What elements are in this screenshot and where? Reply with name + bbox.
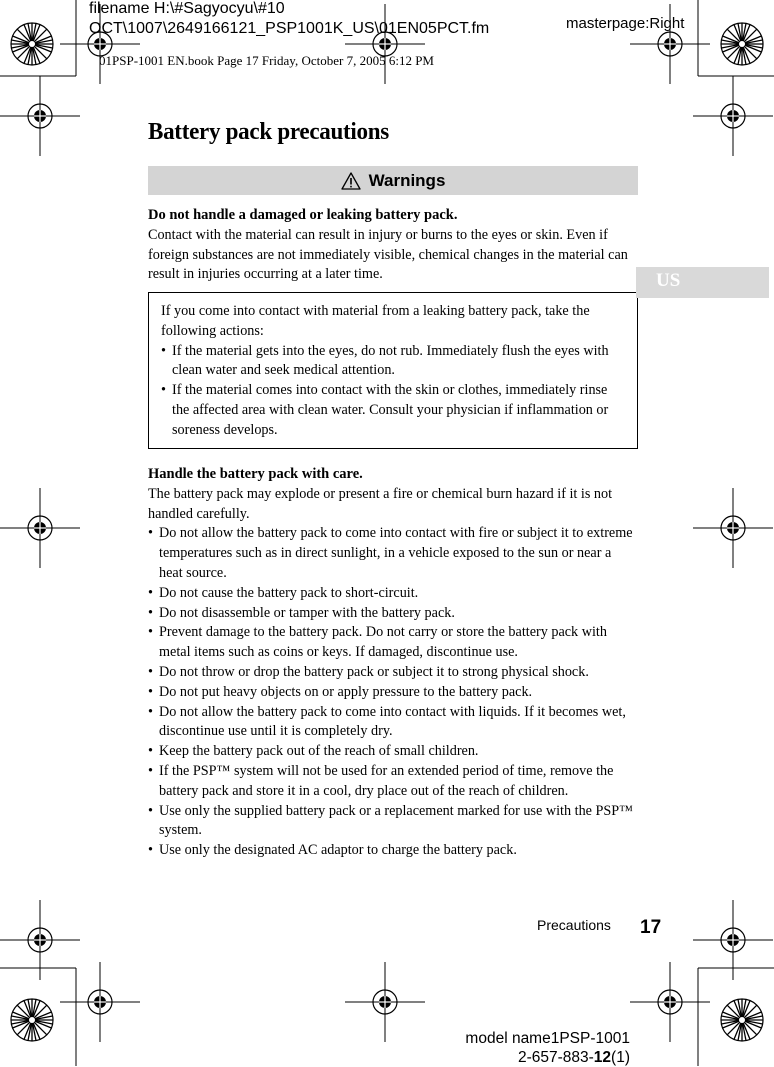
box-list [161,342,625,441]
list-item: • Use only the supplied battery pack or a replacement marked for use with the PSP™ system. [148,802,638,842]
list-item: • Use only the designated AC adaptor to charge the battery pack. [148,841,638,861]
footer-section-name: Precautions [537,917,611,933]
list-item: • Do not cause the battery pack to short-circuit. [148,584,638,604]
language-tab-label: US [656,270,681,291]
section-body: The battery pack may explode or present a fire or chemical burn hazard if it is not handled carefully. [148,485,613,522]
model-info [448,1029,630,1067]
list-item: • If the material gets into the eyes, do not rub. Immediately flush the eyes with clean water and seek medical attention. [161,342,625,382]
list-item: • Do not disassemble or tamper with the battery pack. [148,604,638,624]
list-item: • Keep the battery pack out of the reach of small children. [148,742,638,762]
list-item: • Do not put heavy objects on or apply pressure to the battery pack. [148,683,638,703]
box-intro: If you come into contact with material from a leaking battery pack, take the following actions: [161,303,590,339]
warning-banner [148,166,638,195]
model-code-suffix: (1) [611,1049,630,1066]
list-item: • Do not allow the battery pack to come into contact with liquids. If it becomes wet, discontinue use until it is completely dry. [148,703,638,743]
list-item: • Do not allow the battery pack to come into contact with fire or subject it to extreme temperatures such as in direct sunlight, in a vehicle exposed to the sun or near a heat source. [148,524,638,583]
section-heading: Handle the battery pack with care. [148,466,363,482]
header-masterpage: masterpage:Right [566,15,685,32]
section-damaged-pack [148,206,638,285]
model-name: model name1PSP-1001 [465,1030,630,1047]
section-heading: Do not handle a damaged or leaking battery pack. [148,207,458,223]
header-book-line: 01PSP-1001 EN.book Page 17 Friday, October 7, 2005 6:12 PM [99,53,434,68]
page-title: Battery pack precautions [148,119,389,145]
section-handle-care [148,465,638,861]
model-code-prefix: 2-657-883- [517,1049,594,1066]
warning-label: Warnings [368,170,446,190]
header-filename: filename H:\#Sagyocyu\#10 OCT\1007\2649166121_PSP1001K_US\01EN05PCT.fm [89,0,490,37]
list-item: • Do not throw or drop the battery pack or subject it to strong physical shock. [148,663,638,683]
model-code [448,1048,630,1067]
section-body: Contact with the material can result in injury or burns to the eyes or skin. Even if foreign substances are not immediately visible, chemical changes in the material can result in injuries occurring at a later time. [148,226,628,283]
care-list [148,524,638,861]
list-item: • If the PSP™ system will not be used for an extended period of time, remove the battery pack and store it in a cool, dry place out of the reach of children. [148,762,638,802]
warning-triangle-icon [341,172,361,190]
list-item: • If the material comes into contact with the skin or clothes, immediately rinse the affected area with clean water. Consult your physician if inflammation or soreness develops. [161,381,625,440]
model-code-bold: 12 [593,1049,612,1066]
page-number: 17 [640,917,662,938]
list-item: • Prevent damage to the battery pack. Do not carry or store the battery pack with metal items such as coins or keys. If damaged, discontinue use. [148,623,638,663]
leak-actions-box [148,292,638,449]
